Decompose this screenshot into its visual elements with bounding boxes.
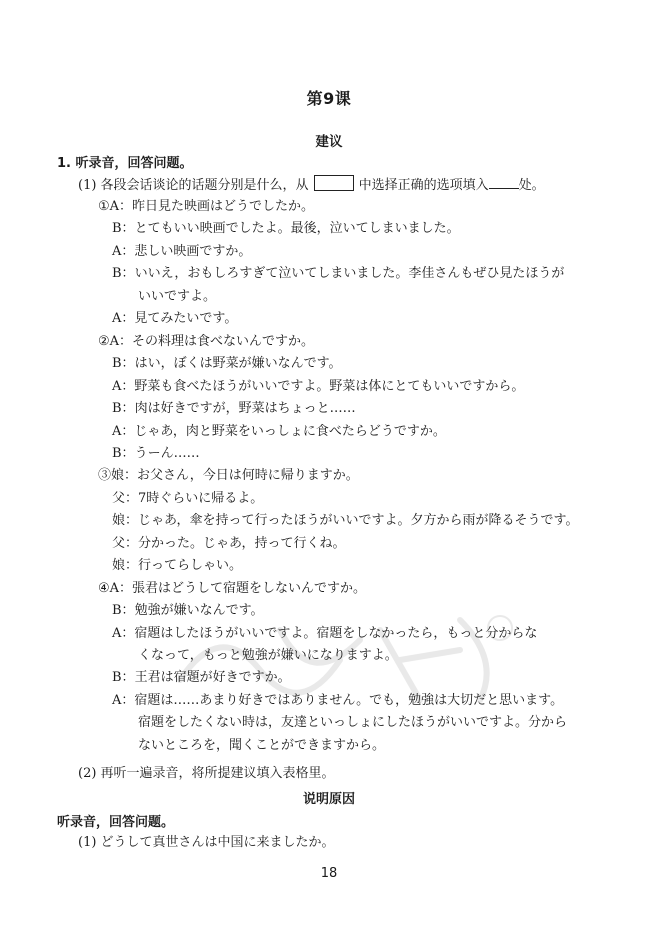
question-1-suffix: 处。: [518, 178, 545, 193]
speaker-label: ①A：: [98, 199, 133, 214]
dialogue-line: [98, 333, 314, 351]
dialogue-line: [112, 355, 342, 373]
dialogue-line: [138, 647, 398, 665]
speaker-label: 父：: [112, 535, 139, 551]
dialogue-text: とてもいい映画でしたよ。最後，泣いてしまいました。: [134, 221, 460, 237]
speaker-label: B：: [112, 445, 135, 461]
lesson-subtitle: 建议: [315, 134, 343, 150]
dialogue-text: 張君はどうして宿題をしないんですか。: [132, 580, 367, 596]
section-2-heading: 说明原因: [302, 792, 355, 807]
dialogue-text: その料理は食べないんですか。: [132, 333, 315, 349]
dialogue-text: じゃあ，肉と野菜をいっしょに食べたらどうですか。: [134, 423, 446, 439]
speaker-label: B：: [112, 401, 135, 417]
dialogue-text: 勉強が嫌いなんです。: [134, 603, 264, 619]
dialogue-line: [112, 220, 460, 238]
dialogue-text: 悲しい映画ですか。: [134, 243, 252, 259]
speaker-label: B：: [112, 266, 135, 282]
dialogue-text: 王君は宿題が好きですか。: [134, 670, 291, 686]
dialogue-line: [112, 692, 563, 710]
section-2-question-1: (1) どうして真世さんは中国に来ましたか。: [78, 835, 335, 850]
dialogue-line: [112, 423, 446, 441]
dialogue-line: [112, 445, 200, 463]
dialogue-line: [112, 557, 242, 575]
speaker-label: A：: [112, 311, 135, 327]
question-1: [78, 175, 545, 195]
dialogue-text: 見てみたいです。: [134, 311, 238, 327]
dialogue-text: 野菜も食べたほうがいいですよ。野菜は体にとてもいいですから。: [134, 378, 525, 394]
dialogue-text: うーん……: [134, 445, 200, 461]
question-1-middle: 中选择正确的选项填入: [358, 178, 489, 193]
question-1-prefix: (1) 各段会话谈论的话题分别是什么，从: [78, 178, 309, 193]
speaker-label: ④A：: [98, 580, 133, 596]
section-1-heading: 1. 听录音，回答问题。: [57, 156, 193, 171]
dialogue-line: [112, 669, 291, 687]
speaker-label: ②A：: [98, 333, 133, 349]
lesson-title: 第9课: [306, 89, 352, 108]
dialogue-text: 分かった。じゃあ，持って行くね。: [138, 535, 346, 551]
dialogue-text: 宿題をしたくない時は，友達といっしょにしたほうがいいですよ。分から: [138, 715, 568, 731]
page-number: 18: [320, 866, 338, 881]
speaker-label: 娘：: [112, 513, 139, 529]
speaker-label: A：: [112, 378, 135, 394]
fill-blank: [489, 176, 519, 189]
speaker-label: A：: [112, 625, 135, 641]
dialogue-line: [112, 535, 346, 553]
dialogue-line: [112, 625, 537, 643]
dialogue-line: [138, 737, 385, 755]
dialogue-text: 昨日見た映画はどうでしたか。: [132, 199, 315, 214]
speaker-label: B：: [112, 670, 135, 686]
dialogue-text: 行ってらしゃい。: [138, 558, 243, 574]
dialogue-line: [98, 198, 314, 216]
dialogue-line: [112, 512, 578, 530]
speaker-label: B：: [112, 356, 135, 372]
speaker-label: 父：: [112, 490, 139, 506]
question-2: (2) 再听一遍录音，将所提建议填入表格里。: [78, 766, 335, 781]
dialogue-text: 肉は好きですが，野菜はちょっと……: [134, 401, 356, 417]
dialogue-line: [98, 580, 366, 598]
dialogue-text: じゃあ，傘を持って行ったほうがいいですよ。夕方から雨が降るそうです。: [138, 513, 579, 529]
dialogue-text: 宿題はしたほうがいいですよ。宿題をしなかったら，もっと分からな: [134, 625, 538, 641]
dialogue-line: [112, 400, 356, 418]
dialogue-text: いいですよ。: [138, 288, 217, 304]
dialogue-text: くなって，もっと勉強が嫌いになりますよ。: [138, 648, 398, 663]
speaker-label: A：: [112, 692, 135, 708]
section-2-instruction: 听录音，回答问题。: [57, 815, 175, 830]
dialogue-line: [138, 714, 567, 732]
speaker-label: ③娘：: [98, 468, 138, 484]
dialogue-text: 宿題は……あまり好きではありません。でも，勉強は大切だと思います。: [134, 692, 564, 708]
dialogue-line: [112, 602, 264, 620]
dialogue-text: お父さん，今日は何時に帰りますか。: [137, 468, 359, 484]
dialogue-text: いいえ，おもしろすぎて泣いてしまいました。李佳さんもぜひ見たほうが: [134, 266, 565, 282]
dialogue-text: ないところを，聞くことができますから。: [138, 737, 386, 753]
dialogue-line: [112, 265, 564, 283]
dialogue-line: [138, 288, 216, 306]
answer-box: [314, 175, 354, 191]
speaker-label: A：: [112, 423, 135, 439]
dialogue-line: [112, 490, 263, 508]
speaker-label: B：: [112, 221, 135, 237]
dialogue-line: [112, 378, 524, 396]
dialogue-text: はい，ぼくは野菜が嫌いなんです。: [134, 356, 342, 372]
dialogue-line: [98, 467, 359, 485]
speaker-label: 娘：: [112, 558, 139, 574]
dialogue-text: 7時ぐらいに帰るよ。: [138, 490, 264, 506]
speaker-label: B：: [112, 603, 135, 619]
dialogue-line: [112, 310, 237, 328]
dialogue-line: [112, 243, 251, 261]
speaker-label: A：: [112, 243, 135, 259]
